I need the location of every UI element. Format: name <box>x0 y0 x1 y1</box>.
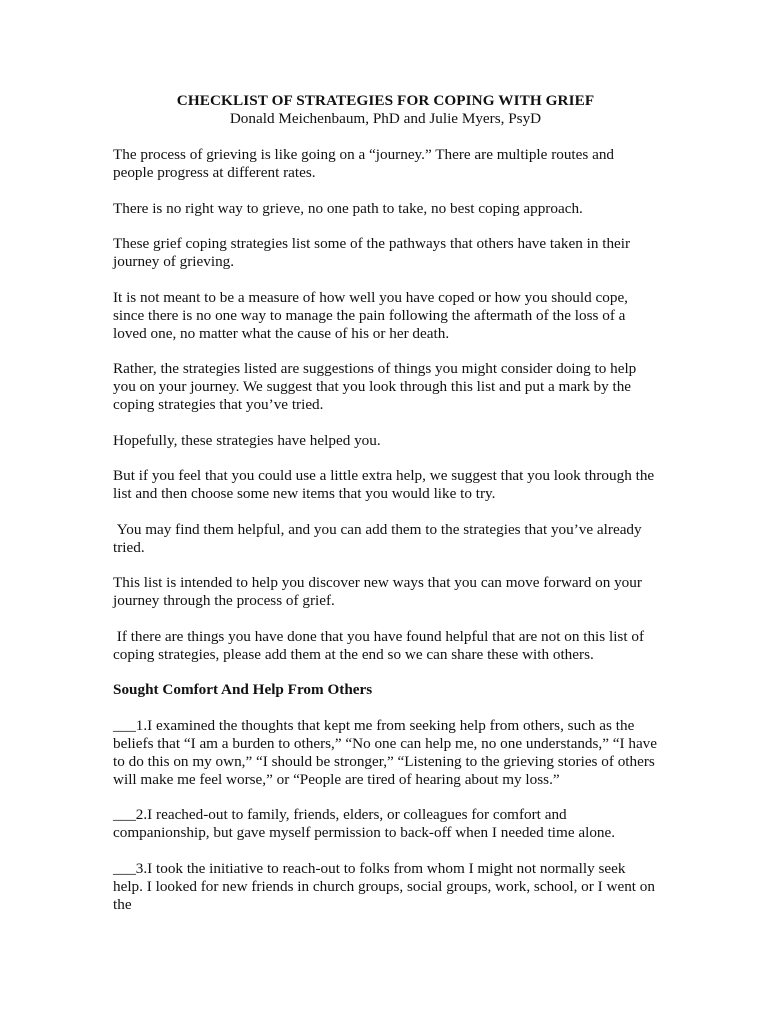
intro-paragraph: There is no right way to grieve, no one path to take, no best coping approach. <box>113 199 583 217</box>
intro-paragraph: The process of grieving is like going on a “journey.” There are multiple routes and people progress at different rates. <box>113 146 615 181</box>
section-heading: Sought Comfort And Help From Others <box>113 681 373 698</box>
checklist-item: ___2.I reached-out to family, friends, elders, or colleagues for comfort and companionship, but gave myself permission to back-off when I needed time alone. <box>113 806 616 841</box>
intro-paragraph: Rather, the strategies listed are suggestions of things you might consider doing to help you on your journey. We suggest that you look through this list and put a mark by the coping strategies that you’ve tried. <box>113 360 637 413</box>
intro-paragraph: Hopefully, these strategies have helped you. <box>113 431 381 449</box>
checklist-item: ___3.I took the initiative to reach-out to folks from whom I might not normally seek help. I looked for new friends in church groups, social groups, work, school, or I went on the <box>113 859 655 913</box>
document-authors: Donald Meichenbaum, PhD and Julie Myers, PsyD <box>229 110 542 127</box>
intro-paragraph: But if you feel that you could use a little extra help, we suggest that you look through the list and then choose some new items that you would like to try. <box>113 467 655 502</box>
intro-paragraph: These grief coping strategies list some of the pathways that others have taken in their journey of grieving. <box>113 235 631 270</box>
checklist-item: ___1.I examined the thoughts that kept me from seeking help from others, such as the beliefs that “I am a burden to others,” “No one can help me, no one understands,” “I have to do this on my own,” “I should be stronger,” “Listening to the grieving stories of others will make me feel worse,” or “People are tired of hearing about my loss.” <box>113 716 658 788</box>
intro-paragraph: You may find them helpful, and you can add them to the strategies that you’ve already tried. <box>113 520 646 556</box>
intro-paragraph: This list is intended to help you discover new ways that you can move forward on your journey through the process of grief. <box>113 574 642 609</box>
intro-paragraph: It is not meant to be a measure of how well you have coped or how you should cope, since there is no one way to manage the pain following the aftermath of the loss of a loved one, no matter what the cause of his or her death. <box>113 288 628 342</box>
intro-paragraph: If there are things you have done that you have found helpful that are not on this list of coping strategies, please add them at the end so we can share these with others. <box>113 627 648 663</box>
document-title: CHECKLIST OF STRATEGIES FOR COPING WITH GRIEF <box>176 92 595 109</box>
